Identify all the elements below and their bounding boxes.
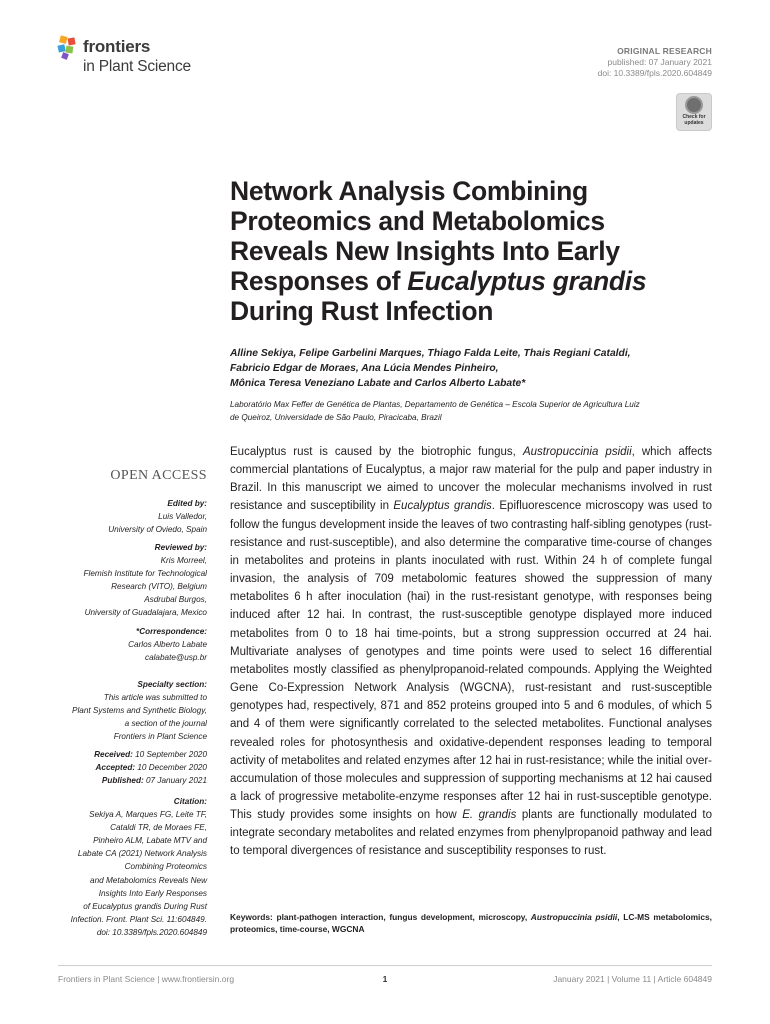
reviewer-name[interactable]: Asdrubal Burgos, bbox=[144, 595, 207, 605]
badge-line-1: Check for bbox=[682, 114, 706, 120]
author-list bbox=[230, 346, 710, 391]
received-label: Received: bbox=[94, 750, 133, 759]
reviewer-affiliation: University of Guadalajara, Mexico bbox=[84, 608, 207, 618]
affiliation-line-1: Laboratório Max Feffer de Genética de Plantas, Departamento de Genética – Escola Superior de Agricultura Luiz bbox=[230, 400, 640, 409]
article-type: ORIGINAL RESEARCH bbox=[617, 46, 712, 56]
reviewer-affiliation: Research (VITO), Belgium bbox=[111, 582, 207, 592]
citation-line: Labate CA (2021) Network Analysis bbox=[77, 849, 207, 859]
correspondent-email-link[interactable]: calabate@usp.br bbox=[144, 653, 207, 663]
page-number: 1 bbox=[382, 974, 388, 984]
citation-line: of Eucalyptus grandis During Rust bbox=[83, 901, 207, 911]
affiliation-line-2: de Queiroz, Universidade de São Paulo, Piracicaba, Brazil bbox=[230, 413, 442, 422]
frontiers-logo-icon bbox=[57, 35, 81, 61]
journal-name: in Plant Science bbox=[83, 58, 191, 75]
title-text: Network Analysis Combining Proteomics and Metabolomics Reveals New Insights Into Early Responses of bbox=[230, 176, 620, 296]
update-icon bbox=[685, 96, 703, 114]
specialty-line: Frontiers in Plant Science bbox=[113, 732, 207, 742]
article-title bbox=[230, 176, 700, 326]
citation-label: Citation: bbox=[173, 797, 207, 806]
specialty-line: Plant Systems and Synthetic Biology, bbox=[71, 706, 207, 716]
keywords-label: Keywords: bbox=[230, 912, 273, 922]
reviewed-by bbox=[37, 541, 207, 620]
reviewer-affiliation: Flemish Institute for Technological bbox=[83, 569, 207, 579]
title-text-end: During Rust Infection bbox=[230, 296, 494, 326]
reviewer-name[interactable]: Kris Morreel, bbox=[160, 556, 207, 566]
authors-line-2[interactable]: Fabricio Edgar de Moraes, Ana Lúcia Mendes Pinheiro, bbox=[230, 363, 499, 374]
specialty-label: Specialty section: bbox=[137, 680, 207, 689]
logo-wordmark: frontiers bbox=[83, 37, 151, 56]
citation-doi-link[interactable]: doi: 10.3389/fpls.2020.604849 bbox=[96, 927, 207, 937]
published-date-sidebar bbox=[37, 774, 207, 787]
citation-line: Cataldi TR, de Moraes FE, bbox=[110, 823, 207, 833]
affiliation bbox=[230, 398, 710, 424]
abstract-text: Eucalyptus rust is caused by the biotrophic fungus, bbox=[230, 446, 523, 458]
citation-line: and Metabolomics Reveals New bbox=[90, 875, 207, 885]
citation-line: Pinheiro ALM, Labate MTV and bbox=[93, 836, 207, 846]
footer-journal-link[interactable]: Frontiers in Plant Science | www.frontiersin.org bbox=[58, 974, 235, 984]
specialty-line: This article was submitted to bbox=[103, 693, 207, 703]
accepted-date bbox=[37, 761, 207, 774]
keywords-text: plant-pathogen interaction, fungus development, microscopy, bbox=[272, 912, 531, 922]
published-label: Published: bbox=[101, 776, 144, 786]
article-dates bbox=[37, 748, 207, 787]
keywords-text: , LC-MS metabolomics, proteomics, time-course, WGCNA bbox=[230, 912, 712, 934]
published-date: published: 07 January 2021 bbox=[607, 57, 712, 67]
citation-line: Combining Proteomics bbox=[124, 862, 207, 872]
abstract bbox=[230, 443, 712, 861]
citation-line: Infection. Front. Plant Sci. 11:604849. bbox=[70, 914, 207, 924]
specialty-section bbox=[37, 678, 207, 743]
footer-issue-info: January 2021 | Volume 11 | Article 604849 bbox=[553, 974, 712, 984]
abstract-text: , which affects commercial plantations of Eucalyptus, a major raw material for the pulp and paper industry in Brazil. In this manuscript we aimed to uncover the molecular mechanisms involved in rust resistance and susceptibility in bbox=[230, 446, 712, 513]
edited-by-label: Edited by: bbox=[167, 499, 207, 508]
authors-line-3[interactable]: Mônica Teresa Veneziano Labate and Carlos Alberto Labate* bbox=[230, 378, 526, 389]
badge-label bbox=[676, 115, 712, 126]
frontiers-logo[interactable] bbox=[57, 33, 227, 81]
editor-affiliation: University of Oviedo, Spain bbox=[108, 525, 207, 535]
abstract-species: E. grandis bbox=[462, 809, 517, 822]
citation bbox=[37, 795, 207, 939]
editor-name[interactable]: Luis Valledor, bbox=[158, 512, 207, 522]
check-for-updates-button[interactable] bbox=[676, 93, 712, 131]
keywords bbox=[230, 911, 712, 935]
abstract-text: . Epifluorescence microscopy was used to follow the fungus development inside the leaves of two contrasting half-sibling genotypes (rust-resistance and rust-susceptible), and also determine the comparative time-course of changes in metabolites and proteins in plants inoculated with rust. Within 24 h of complete fungal invasion, the analysis of 709 metabolomic features showed the suppression of many metabolites 6 h after inoculation (hai) in the rust-resistant genotype, with responses being induced after 12 hai. In contrast, the rust-susceptible genotype displayed more induced metabolites from 0 to 18 hai time-points, but a strong suppression occurred at 24 hai. Multivariate analyses of genotypes and time points were used to select 16 differential metabolites mostly classified as phenylpropanoid-related compounds. Applying the Weighted Gene Co-Expression Network Analysis (WGCNA), rust-resistant and rust-susceptible genotypes had, respectively, 871 and 852 proteins grouped into 5 and 6 modules, of which 5 and 4 of them were significantly correlated to the selected metabolites. Functional analyses revealed roles for photosynthesis and oxidative-dependent responses leading to temporal activity of metabolites and related enzymes after 12 hai in rust-resistance; while the initial over-accumulation of those molecules and suppression of supporting mechanisms at 12 hai caused a lack of progressive metabolite-enzyme responses after 12 hai in rust-susceptible genotype. This study provides some insights on how bbox=[230, 500, 712, 822]
abstract-species: Eucalyptus grandis bbox=[393, 500, 492, 513]
citation-line: Insights Into Early Responses bbox=[98, 888, 207, 898]
footer-divider bbox=[58, 965, 712, 966]
citation-line: Sekiya A, Marques FG, Leite TF, bbox=[89, 810, 207, 820]
correspondent-name: Carlos Alberto Labate bbox=[128, 640, 207, 650]
badge-line-2: updates bbox=[684, 119, 704, 126]
correspondence bbox=[37, 625, 207, 664]
abstract-species: Austropuccinia psidii bbox=[522, 446, 632, 458]
accepted-label: Accepted: bbox=[95, 763, 136, 773]
authors-line-1[interactable]: Alline Sekiya, Felipe Garbelini Marques, Thiago Falda Leite, Thais Regiani Cataldi, bbox=[230, 348, 631, 359]
edited-by bbox=[37, 497, 207, 536]
abstract-text: plants are functionally modulated to integrate secondary metabolites and related enzymes from phenylpropanoid pathway and lead to temporal divergences of resistance and susceptibility responses to rust. bbox=[230, 809, 712, 858]
received-value: 10 September 2020 bbox=[132, 750, 207, 759]
article-meta bbox=[598, 46, 712, 79]
open-access-label: OPEN ACCESS bbox=[110, 468, 207, 483]
article-doi[interactable]: doi: 10.3389/fpls.2020.604849 bbox=[597, 68, 712, 78]
specialty-line: a section of the journal bbox=[124, 719, 207, 729]
reviewed-by-label: Reviewed by: bbox=[154, 543, 207, 552]
title-species: Eucalyptus grandis bbox=[407, 266, 647, 296]
received-date bbox=[37, 748, 207, 761]
correspondence-label: *Correspondence: bbox=[136, 627, 207, 636]
published-value: 07 January 2021 bbox=[143, 776, 207, 786]
accepted-value: 10 December 2020 bbox=[135, 763, 207, 773]
keywords-species: Austropuccinia psidii bbox=[530, 912, 618, 922]
